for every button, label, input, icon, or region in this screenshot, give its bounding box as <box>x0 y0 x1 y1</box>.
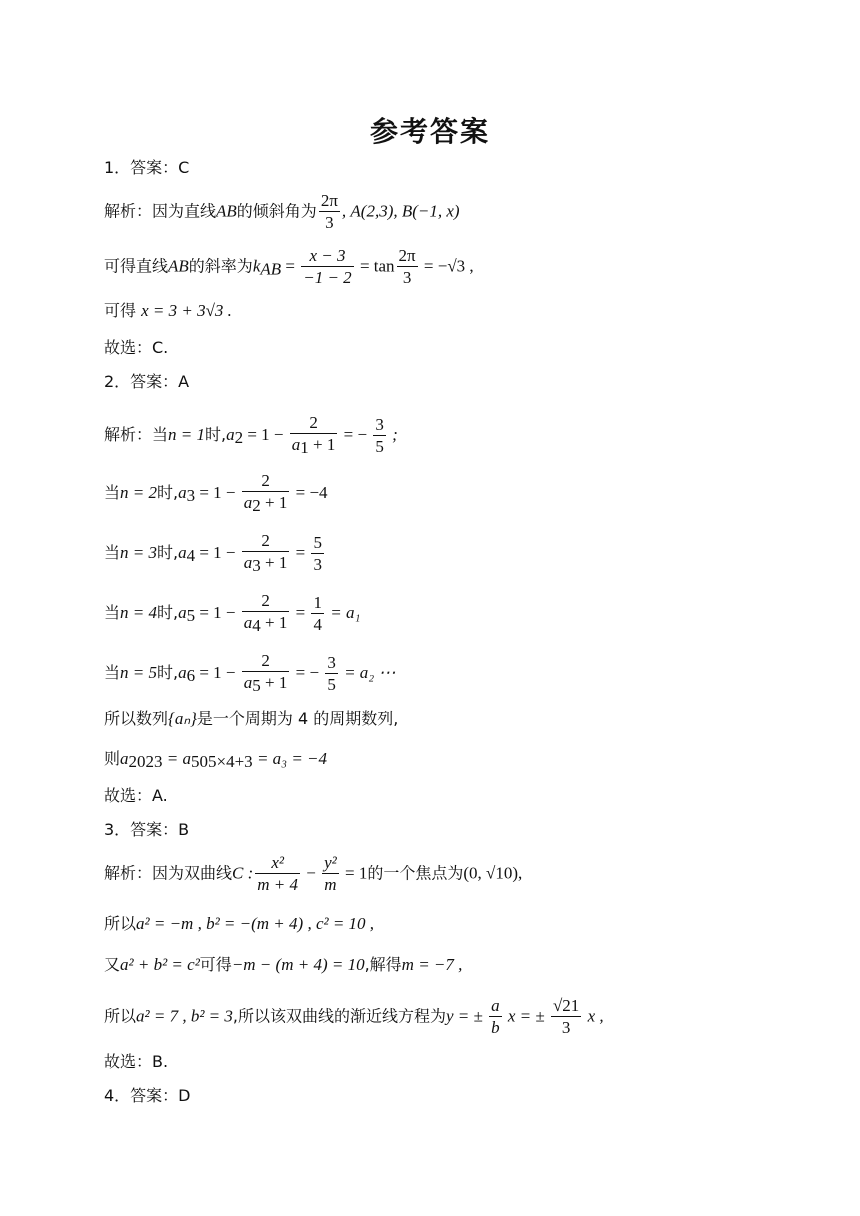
fraction: $\frac{1}{4}$ <box>313 592 322 634</box>
q2-analysis-line: 当n = 5时$,a_6 = 1$ − $\frac{2}{a_5 + 1}$ = − $\frac{3}{5}$ = a₂ ⋯ <box>104 651 396 696</box>
fraction: $\frac{x - 3}{-1 - 2}$ <box>303 246 352 288</box>
q3-select: 故选：B. <box>104 1052 169 1071</box>
fraction: $\frac{a}{b}$ <box>491 996 500 1038</box>
q1-analysis-line2: 可得直线AB的斜率为$k_{AB}$ = $\frac{x - 3}{-1 - 2}$ = tan $\frac{2\pi}{3}$ = −√3 , <box>104 246 474 288</box>
q3-answer: 3．答案：B <box>104 820 190 839</box>
fraction: $\frac{3}{5}$ <box>375 414 384 456</box>
q3-analysis-line2: 所以a² = −m , b² = −(m + 4) , c² = 10 , <box>104 914 375 933</box>
fraction: $\frac{2\pi}{3}$ <box>320 191 338 233</box>
q2-select: 故选：A. <box>104 786 168 805</box>
q1-analysis-line3: 可得 x = 3 + 3√3 . <box>104 301 232 320</box>
q2-answer: 2．答案：A <box>104 372 190 391</box>
q3-analysis-line4: 所以a² = 7 , b² = 3,所以该双曲线的渐近线方程为y = ± $\frac{a}{b}$ x = ± $\frac{√21}{3}$ x , <box>104 996 604 1038</box>
q2-analysis-line: 当n = 2时$,a_3 = 1$ − $\frac{2}{a_2 + 1}$ = −4 <box>104 471 328 516</box>
fraction: $\frac{2}{a_3 + 1}$ <box>243 531 288 576</box>
fraction: $\frac{2}{a_4 + 1}$ <box>243 591 288 636</box>
fraction: $\frac{\text{y²}}{m}$ <box>324 853 337 895</box>
fraction: $\frac{\text{x²}}{m + 4}$ <box>257 853 299 895</box>
fraction: $\frac{2}{a_2 + 1}$ <box>243 471 288 516</box>
q1-answer: 1．答案：C <box>104 158 190 177</box>
q2-analysis-line: 当n = 3时$,a_4 = 1$ − $\frac{2}{a_3 + 1}$ = $\frac{5}{3}$ <box>104 531 322 576</box>
q1-analysis-line1: 解析：因为直线AB的倾斜角为 $\frac{2\pi}{3}$ , A(2,3), B(−1, x) <box>104 191 460 233</box>
q1-select: 故选：C. <box>104 338 169 357</box>
q2-analysis-line: 解析：当n = 1时$,a_2 = 1$ − $\frac{2}{a_1 + 1}$ = − $\frac{3}{5}$ ; <box>104 413 398 458</box>
q3-analysis-line1: 解析：因为双曲线C : $\frac{\text{x²}}{m + 4}$ − $\frac{\text{y²}}{m}$ = 1的一个焦点为(0, √10), <box>104 853 523 895</box>
q3-analysis-line3: 又a² + b² = c²可得−m − (m + 4) = 10,解得m = −7 , <box>104 955 463 974</box>
fraction: $\frac{√21}{3}$ <box>552 996 580 1038</box>
fraction: $\frac{5}{3}$ <box>313 532 322 574</box>
fraction: $\frac{2\pi}{3}$ <box>398 246 416 288</box>
fraction: $\frac{2}{a_1 + 1}$ <box>291 413 336 458</box>
q2-analysis-line: 当n = 4时$,a_5 = 1$ − $\frac{2}{a_4 + 1}$ = $\frac{1}{4}$ = a₁ <box>104 591 361 636</box>
q4-answer: 4．答案：D <box>104 1086 191 1105</box>
fraction: $\frac{2}{a_5 + 1}$ <box>243 651 288 696</box>
page-title: 参考答案 <box>369 115 490 148</box>
q2-final: 则$a_{2023} = a_{505\times 4+3} = a_3 = -4$ <box>104 749 328 771</box>
q2-period: 所以数列{aₙ}是一个周期为 4 的周期数列, <box>104 709 399 728</box>
fraction: $\frac{3}{5}$ <box>327 652 336 694</box>
